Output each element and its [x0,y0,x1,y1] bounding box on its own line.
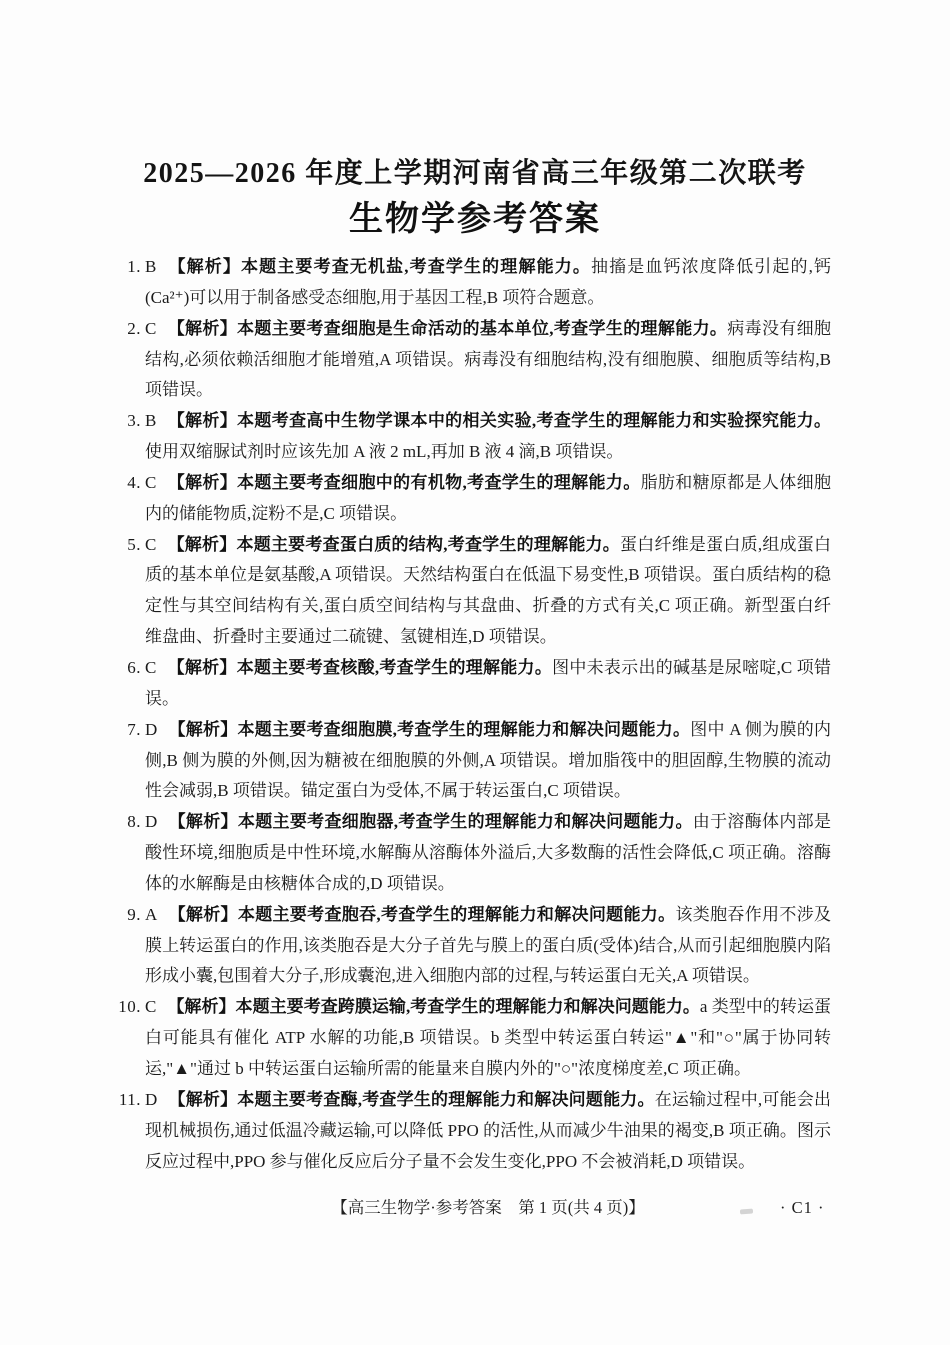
analysis-text: 图中未表示出的碱基是尿嘧啶,C 项错误。 [145,658,831,708]
analysis-heading: 【解析】本题主要考查蛋白质的结构,考查学生的理解能力。 [167,534,621,554]
answer-letter: B [145,257,157,276]
answer-letter: D [145,719,158,739]
answer-item [127,252,832,314]
analysis-heading: 【解析】本题主要考查胞吞,考查学生的理解能力和解决问题能力。 [168,904,676,924]
answer-item [118,992,831,1085]
answer-letter: D [145,812,158,832]
answer-item [127,406,831,468]
analysis-text: 图中 A 侧为膜的内侧,B 侧为膜的外侧,因为糖被在细胞膜的外侧,A 项错误。增加脂筏中的胆固醇,生物膜的流动性会减弱,B 项错误。锚定蛋白为受体,不属于转运蛋白,C 项错误。 [145,719,831,801]
analysis-text: 病毒没有细胞结构,必须依赖活细胞才能增殖,A 项错误。病毒没有细胞结构,没有细胞膜、细胞质等结构,B 项错误。 [145,318,831,400]
answer-item [127,653,831,715]
analysis-text: 使用双缩脲试剂时应该先加 A 液 2 mL,再加 B 液 4 滴,B 项错误。 [145,442,624,462]
answer-item [127,314,831,407]
question-number: 11. [118,1089,141,1109]
question-number: 2. [127,318,141,338]
answer-letter: A [145,904,158,924]
answer-item [127,807,832,900]
question-number: 3. [127,411,141,431]
question-number: 6. [127,658,141,677]
analysis-heading: 【解析】本题主要考查核酸,考查学生的理解能力。 [167,658,553,677]
footer-label: 【高三生物学·参考答案 第 1 页(共 4 页)】 [331,1198,645,1217]
answer-letter: C [145,658,157,677]
answer-sheet-title: 生物学参考答案 [349,201,601,238]
analysis-text: 抽搐是血钙浓度降低引起的,钙(Ca²⁺)可以用于制备感受态细胞,用于基因工程,B 项符合题意。 [145,257,832,307]
answer-item [118,1085,832,1208]
analysis-heading: 【解析】本题考查高中生物学课本中的相关实验,考查学生的理解能力和实验探究能力。 [167,411,831,431]
analysis-heading: 【解析】本题主要考查细胞膜,考查学生的理解能力和解决问题能力。 [168,719,691,739]
question-number: 10. [118,997,141,1017]
answer-item [127,715,831,808]
answer-letter: D [145,1089,158,1109]
question-number: 4. [127,472,141,492]
analysis-heading: 【解析】本题主要考查细胞是生命活动的基本单位,考查学生的理解能力。 [167,318,728,338]
question-number: 7. [127,719,141,739]
page-code: · C1 · [780,1198,825,1217]
answer-letter: C [145,318,157,338]
answers-list [118,252,832,1208]
answer-letter: B [145,411,157,431]
analysis-heading: 【解析】本题主要考查跨膜运输,考查学生的理解能力和解决问题能力。 [167,997,700,1017]
analysis-text: 该类胞吞作用不涉及膜上转运蛋白的作用,该类胞吞是大分子首先与膜上的蛋白质(受体)结合,从而引起细胞膜内陷形成小囊,包围着大分子,形成囊泡,进入细胞内部的过程,与转运蛋白无关,A 项错误。 [145,904,832,986]
question-number: 1. [127,257,141,276]
question-number: 9. [127,904,141,924]
answer-item [127,468,831,530]
analysis-text: 在运输过程中,可能会出现机械损伤,通过低温冷藏运输,可以降低 PPO 的活性,从而减少牛油果的褐变,B 项正确。图示反应过程中,PPO 参与催化反应后分子量不会发生变化,PPO 不会被消耗,D 项错误。 [145,1089,832,1171]
analysis-heading: 【解析】本题主要考查细胞中的有机物,考查学生的理解能力。 [167,472,641,492]
answer-letter: C [145,997,157,1017]
exam-title: 2025—2026 年度上学期河南省高三年级第二次联考 [143,158,807,189]
analysis-heading: 【解析】本题主要考查细胞器,考查学生的理解能力和解决问题能力。 [168,812,693,832]
analysis-heading: 【解析】本题主要考查无机盐,考查学生的理解能力。 [167,257,591,276]
question-number: 5. [127,534,141,554]
analysis-text: 蛋白纤维是蛋白质,组成蛋白质的基本单位是氨基酸,A 项错误。天然结构蛋白在低温下易变性,B 项错误。蛋白质结构的稳定性与其空间结构有关,蛋白质空间结构与其盘曲、折叠的方式有关,C 项正确。新型蛋白纤维盘曲、折叠时主要通过二硫键、氢键相连,D 项错误。 [145,534,832,647]
analysis-text: 由于溶酶体内部是酸性环境,细胞质是中性环境,水解酶从溶酶体外溢后,大多数酶的活性会降低,C 项正确。溶酶体的水解酶是由核糖体合成的,D 项错误。 [145,812,832,893]
answer-item [127,530,832,653]
analysis-text: 脂肪和糖原都是人体细胞内的储能物质,淀粉不是,C 项错误。 [145,472,831,523]
answer-letter: C [145,534,157,554]
answer-item [127,900,832,993]
analysis-text: a 类型中的转运蛋白可能具有催化 ATP 水解的功能,B 项错误。b 类型中转运蛋白转运"▲"和"○"属于协同转运,"▲"通过 b 中转运蛋白运输所需的能量来自膜内外的"○"浓度梯度差,C 项正确。 [145,997,831,1079]
analysis-heading: 【解析】本题主要考查酶,考查学生的理解能力和解决问题能力。 [168,1089,655,1109]
answer-letter: C [145,472,157,492]
ink-smudge [740,1209,753,1215]
question-number: 8. [127,812,141,832]
